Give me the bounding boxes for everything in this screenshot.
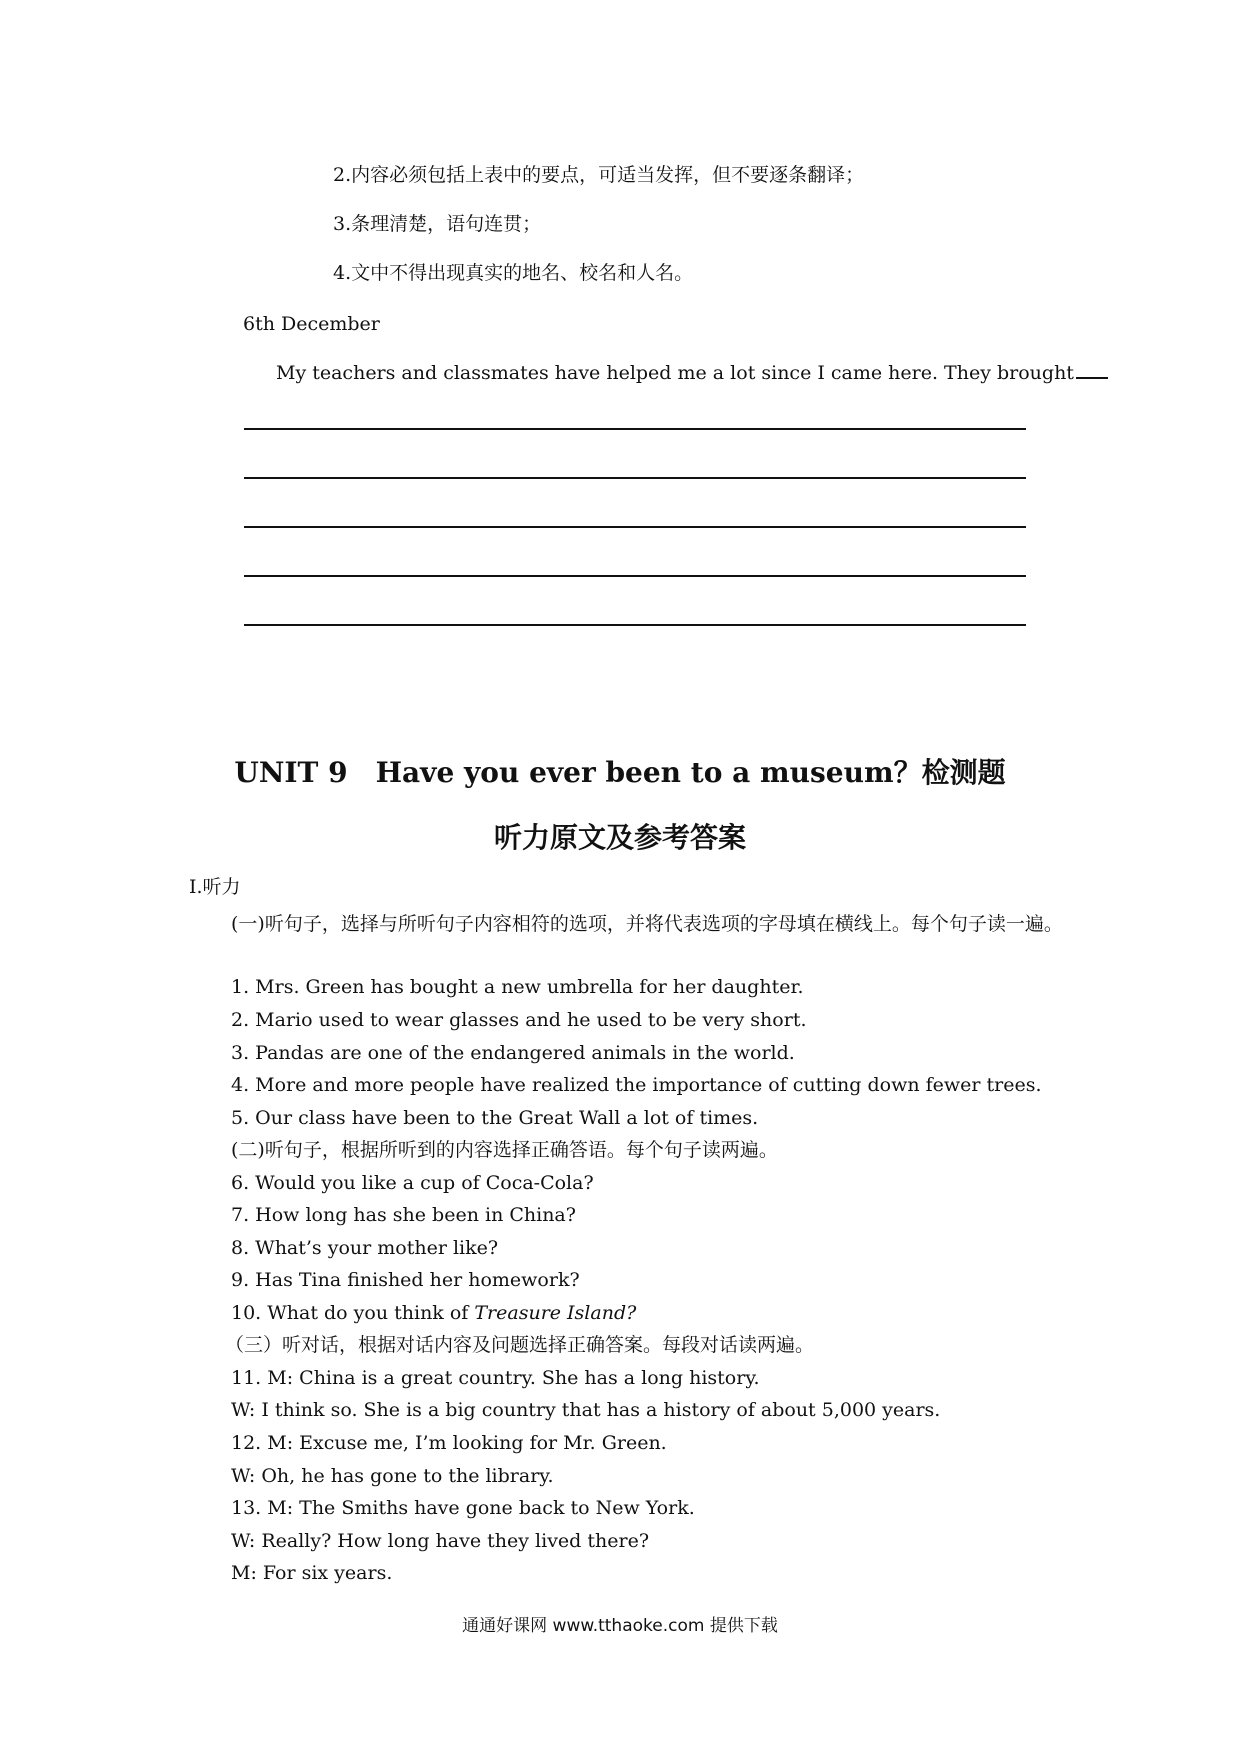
listening-item-2: 2. Mario used to wear glasses and he used to be very short.	[231, 1009, 807, 1031]
listening-item-3: 3. Pandas are one of the endangered animals in the world.	[231, 1042, 795, 1064]
requirement-3: 3.条理清楚，语句连贯；	[333, 213, 542, 235]
page-footer: 通通好课网 www.tthaoke.com 提供下载	[462, 1616, 778, 1636]
writing-line-5[interactable]	[244, 624, 1026, 626]
section-heading: I.听力	[189, 876, 241, 898]
dialogue-line-7: M: For six years.	[231, 1562, 393, 1584]
listening-item-4: 4. More and more people have realized the importance of cutting down fewer trees.	[231, 1074, 1042, 1096]
writing-line-1[interactable]	[244, 428, 1026, 430]
dialogue-line-1: 11. M: China is a great country. She has a long history.	[231, 1367, 760, 1389]
listening-item-8: 8. What’s your mother like?	[231, 1237, 499, 1259]
writing-line-2[interactable]	[244, 477, 1026, 479]
unit-title: UNIT 9 Have you ever been to a museum？检测题	[234, 756, 1006, 789]
writing-line-3[interactable]	[244, 526, 1026, 528]
dialogue-line-6: W: Really? How long have they lived there?	[231, 1530, 650, 1552]
book-title: Treasure Island?	[474, 1302, 637, 1324]
essay-opening-text: My teachers and classmates have helped me a lot since I came here. They brought	[276, 362, 1074, 384]
essay-blank[interactable]	[1076, 359, 1108, 379]
item10-prefix: 10. What do you think of	[231, 1302, 475, 1324]
listening-item-6: 6. Would you like a cup of Coca-Cola?	[231, 1172, 594, 1194]
dialogue-line-5: 13. M: The Smiths have gone back to New York.	[231, 1497, 695, 1519]
requirement-4: 4.文中不得出现真实的地名、校名和人名。	[333, 262, 694, 284]
writing-line-4[interactable]	[244, 575, 1026, 577]
dialogue-line-3: 12. M: Excuse me, I’m looking for Mr. Green.	[231, 1432, 667, 1454]
dialogue-line-4: W: Oh, he has gone to the library.	[231, 1465, 554, 1487]
requirement-2: 2.内容必须包括上表中的要点，可适当发挥，但不要逐条翻译；	[333, 164, 865, 186]
part1-instruction: (一)听句子，选择与所听句子内容相符的选项，并将代表选项的字母填在横线上。每个句子读一遍。	[231, 913, 1063, 935]
essay-date: 6th December	[243, 313, 380, 335]
part2-instruction: (二)听句子，根据所听到的内容选择正确答语。每个句子读两遍。	[231, 1139, 778, 1161]
part3-instruction: （三）听对话，根据对话内容及问题选择正确答案。每段对话读两遍。	[225, 1334, 815, 1356]
essay-opening	[276, 359, 1108, 386]
listening-item-10	[231, 1300, 636, 1326]
listening-item-1: 1. Mrs. Green has bought a new umbrella for her daughter.	[231, 976, 804, 998]
dialogue-line-2: W: I think so. She is a big country that has a history of about 5,000 years.	[231, 1399, 941, 1421]
listening-item-9: 9. Has Tina finished her homework?	[231, 1269, 580, 1291]
answer-subtitle: 听力原文及参考答案	[493, 821, 746, 854]
listening-item-5: 5. Our class have been to the Great Wall a lot of times.	[231, 1107, 759, 1129]
listening-item-7: 7. How long has she been in China?	[231, 1204, 576, 1226]
